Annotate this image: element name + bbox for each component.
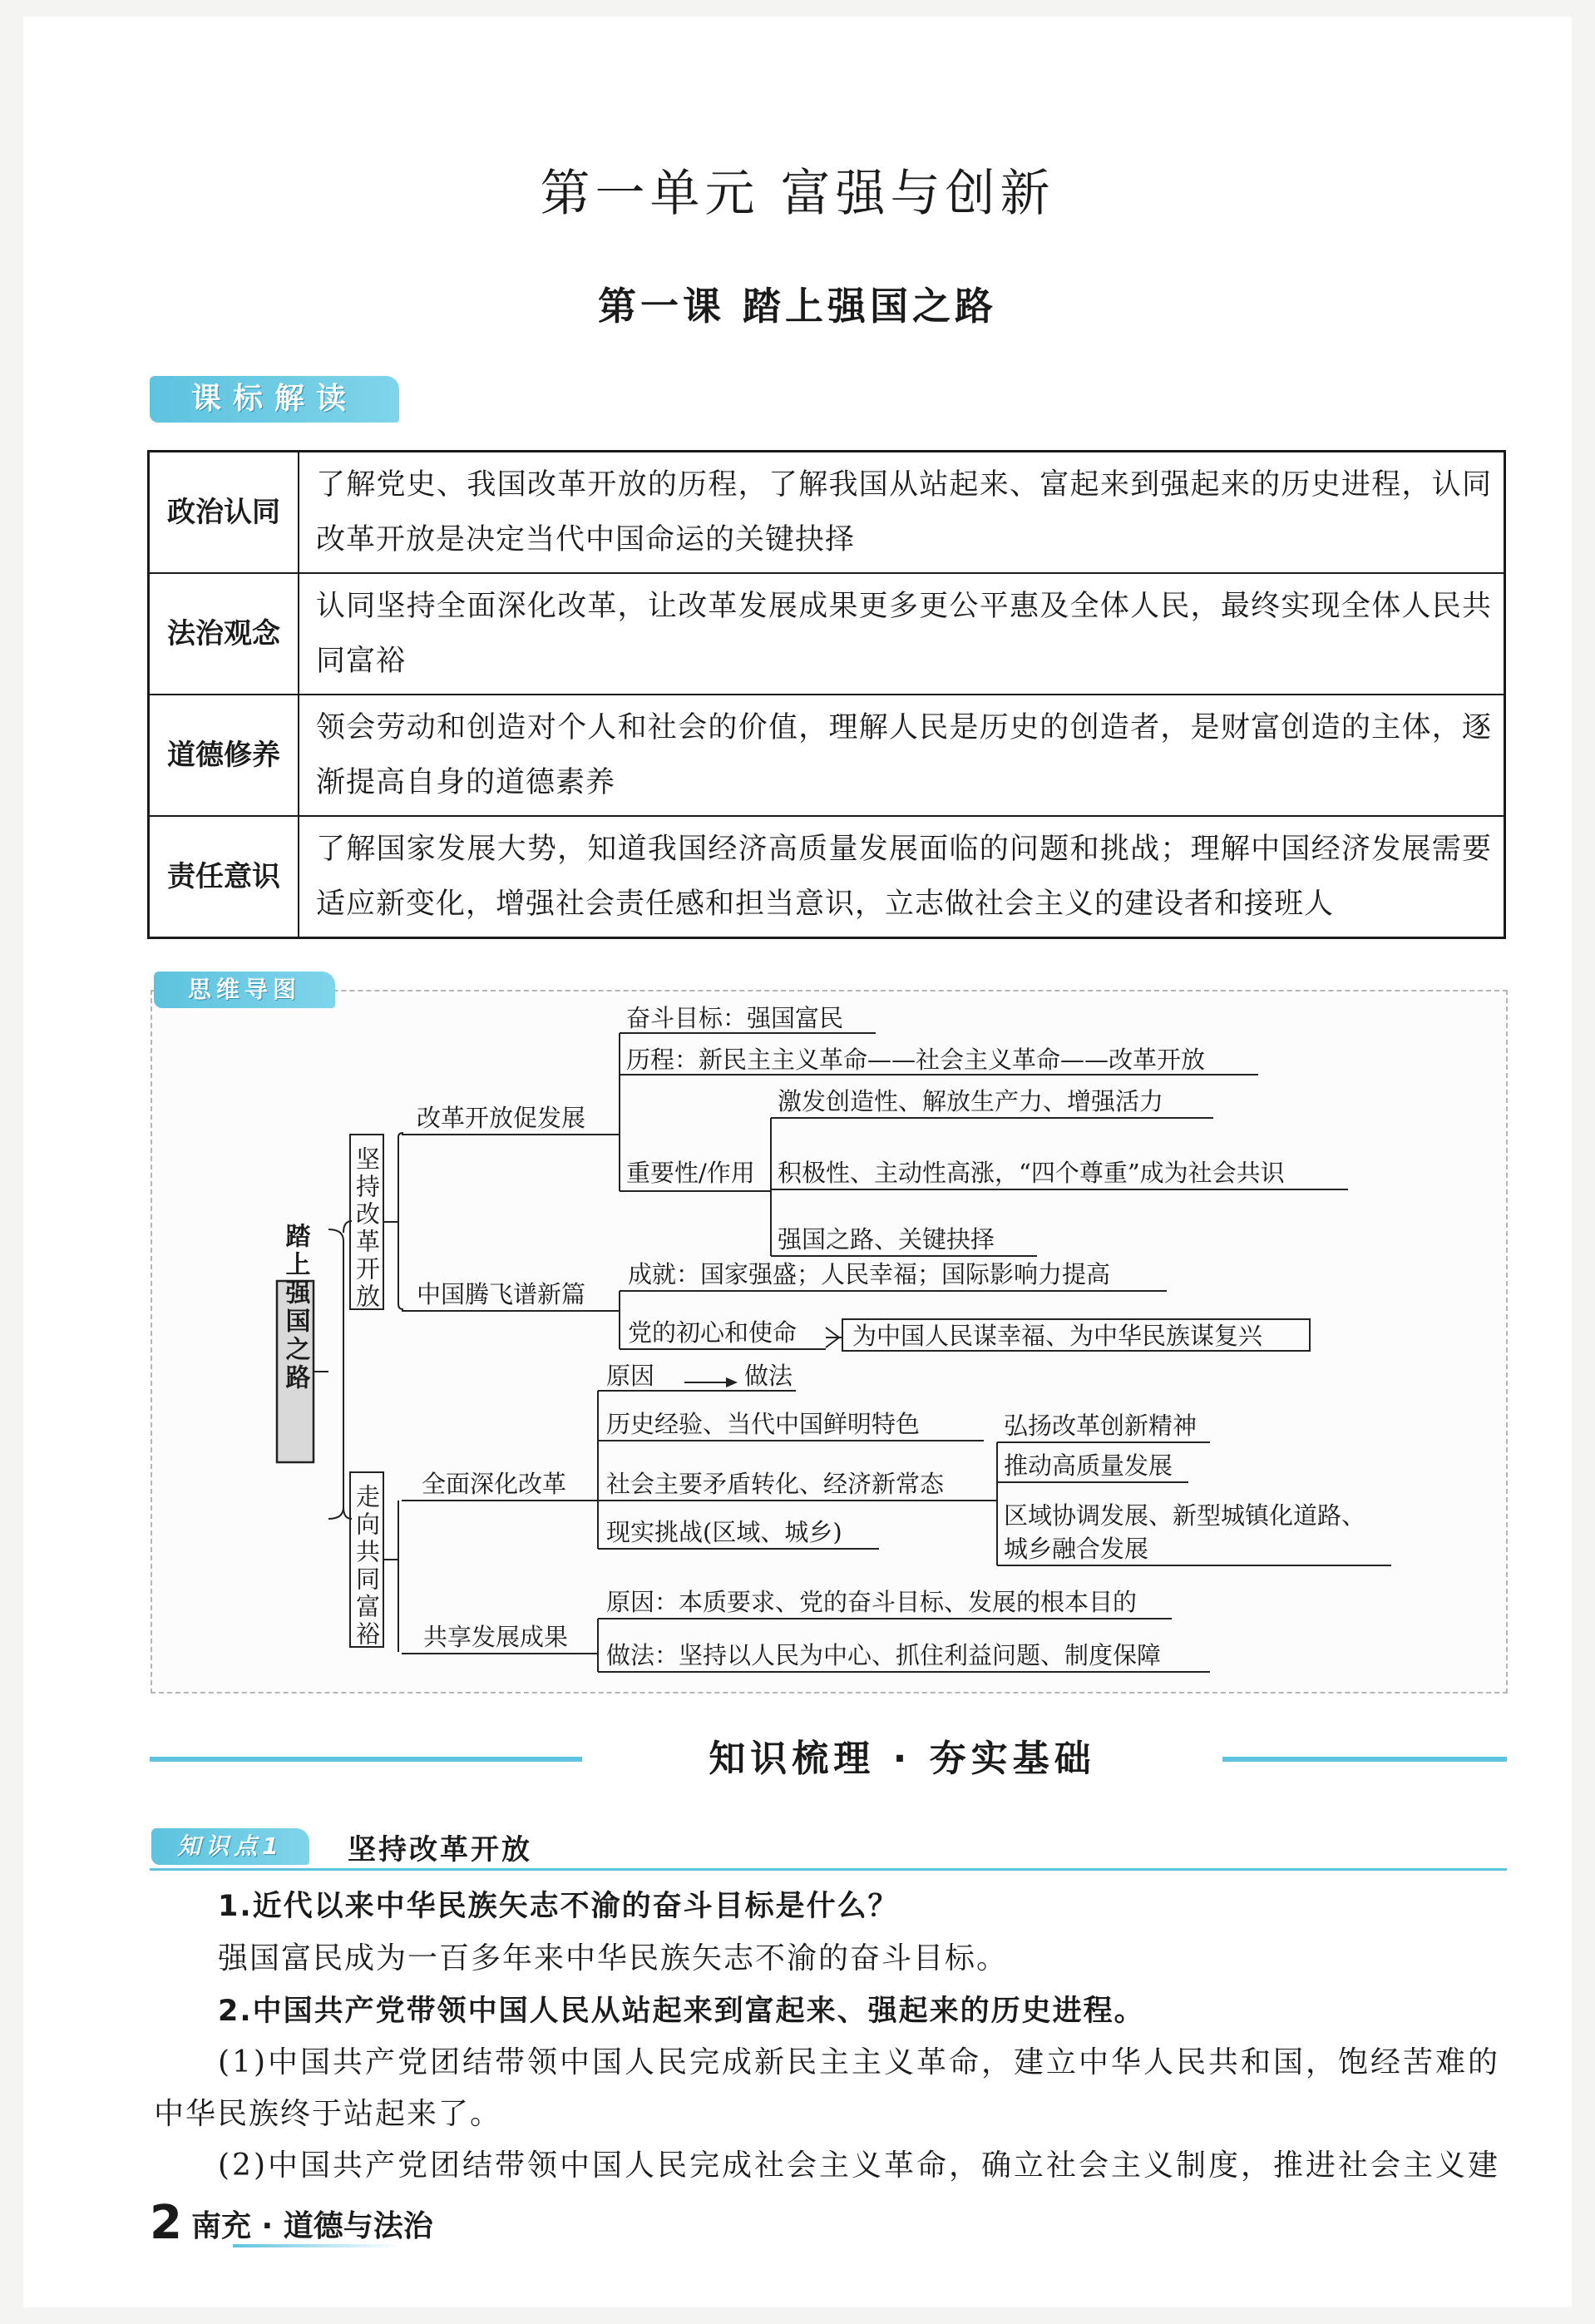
mm-deepen: 全面深化改革 xyxy=(422,1470,567,1498)
mm-mission: 党的初心和使命 xyxy=(628,1318,798,1347)
standard-label: 政治认同 xyxy=(149,452,299,574)
deepen-brace xyxy=(585,1391,598,1549)
branch2-brace xyxy=(383,1501,398,1652)
branch1-link-b xyxy=(398,1304,403,1309)
mm-quality: 推动高质量发展 xyxy=(1004,1451,1173,1480)
mm-share-reason: 原因：本质要求、党的奋斗目标、发展的根本目的 xyxy=(606,1588,1138,1616)
kp-underline xyxy=(150,1868,1507,1871)
mm-imp2: 积极性、主动性高涨，“四个尊重”成为社会共识 xyxy=(778,1159,1285,1187)
table-row xyxy=(149,573,1505,695)
mind-map-canvas xyxy=(152,991,1506,1692)
standard-text: 了解党史、我国改革开放的历程，了解我国从站起来、富起来到强起来的历史进程，认同改革开放是决定当代中国命运的关键抉择 xyxy=(299,452,1505,574)
reason-method-arrowhead xyxy=(726,1377,738,1387)
transform-brace xyxy=(984,1442,997,1565)
mm-regional2: 城乡融合发展 xyxy=(1004,1535,1149,1563)
paragraph-1a: (1)中国共产党团结带领中国人民完成新民主主义革命，建立中华人民共和国，饱经苦难的 xyxy=(218,2045,1500,2079)
mm-goal: 奋斗目标：强国富民 xyxy=(626,1004,844,1032)
share-brace xyxy=(585,1619,598,1672)
standard-label: 法治观念 xyxy=(149,573,299,695)
kp-title: 坚持改革开放 xyxy=(348,1833,532,1867)
mm-spirit: 弘扬改革创新精神 xyxy=(1004,1412,1197,1440)
mm-rise: 中国腾飞谱新篇 xyxy=(417,1280,586,1308)
table-row xyxy=(149,816,1505,938)
mm-branch2: 走向共同富裕 xyxy=(353,1484,381,1649)
answer-1: 强国富民成为一百多年来中华民族矢志不渝的奋斗目标。 xyxy=(218,1941,1009,1975)
mm-imp1: 激发创造性、解放生产力、增强活力 xyxy=(778,1087,1164,1115)
mm-method: 做法 xyxy=(744,1362,793,1390)
standard-label: 道德修养 xyxy=(149,695,299,816)
standard-text: 领会劳动和创造对个人和社会的价值，理解人民是历史的创造者，是财富创造的主体，逐渐提高自身的道德素养 xyxy=(299,695,1505,816)
unit-title: 第一单元 富强与创新 xyxy=(540,165,1055,223)
table-row xyxy=(149,452,1505,574)
lesson-title: 第一课 踏上强国之路 xyxy=(597,284,997,329)
kp-tag: 知识点1 xyxy=(151,1828,309,1865)
standard-text: 认同坚持全面深化改革，让改革发展成果更多更公平惠及全体人民，最终实现全体人民共同富裕 xyxy=(299,573,1505,695)
branch1-brace xyxy=(383,1140,398,1304)
mm-branch1: 坚持改革开放 xyxy=(353,1146,381,1311)
root-brace xyxy=(314,1229,343,1519)
mm-importance: 重要性/作用 xyxy=(626,1159,755,1187)
mm-share-method: 做法：坚持以人民为中心、抓住利益问题、制度保障 xyxy=(606,1641,1162,1669)
paragraph-2a: (2)中国共产党团结带领中国人民完成社会主义革命，确立社会主义制度，推进社会主义建 xyxy=(218,2148,1500,2183)
reform-brace xyxy=(605,1033,620,1191)
footer-title: 南充 · 道德与法治 xyxy=(191,2209,433,2243)
standards-tag: 课标解读 xyxy=(150,376,399,423)
standard-text: 了解国家发展大势，知道我国经济高质量发展面临的问题和挑战；理解中国经济发展需要适应新变化，增强社会责任感和担当意识，立志做社会主义的建设者和接班人 xyxy=(299,816,1505,938)
standards-table xyxy=(147,450,1506,939)
mm-reform: 改革开放促发展 xyxy=(417,1104,586,1132)
mm-imp3: 强国之路、关键抉择 xyxy=(778,1225,995,1253)
mm-mission-text: 为中国人民谋幸福、为中华民族谋复兴 xyxy=(852,1322,1263,1350)
mm-history: 历程：新民主主义革命——社会主义革命——改革开放 xyxy=(626,1046,1206,1074)
question-2: 2.中国共产党带领中国人民从站起来到富起来、强起来的历史进程。 xyxy=(218,1995,1145,2028)
mind-map xyxy=(151,990,1508,1694)
mm-experience: 历史经验、当代中国鲜明特色 xyxy=(606,1410,921,1438)
mm-root: 踏上强国之路 xyxy=(280,1223,310,1392)
mm-share: 共享发展成果 xyxy=(423,1623,569,1651)
mm-transform: 社会主要矛盾转化、经济新常态 xyxy=(606,1470,945,1498)
question-1: 1.近代以来中华民族矢志不渝的奋斗目标是什么？ xyxy=(218,1890,899,1923)
mm-regional1: 区域协调发展、新型城镇化道路、 xyxy=(1004,1501,1366,1530)
mm-challenge: 现实挑战(区域、城乡) xyxy=(606,1518,842,1546)
mm-achievement: 成就：国家强盛；人民幸福；国际影响力提高 xyxy=(628,1260,1111,1288)
standard-label: 责任意识 xyxy=(149,816,299,938)
mindmap-tag: 思维导图 xyxy=(154,972,335,1008)
footer-underline xyxy=(233,2244,399,2247)
page-number: 2 xyxy=(150,2196,182,2250)
rise-brace xyxy=(605,1291,620,1349)
mm-reason: 原因 xyxy=(606,1362,655,1390)
paragraph-1b: 中华民族终于站起来了。 xyxy=(154,2097,502,2131)
table-row xyxy=(149,695,1505,816)
section-title: 知识梳理 · 夯实基础 xyxy=(582,1734,1222,1784)
section-header xyxy=(150,1734,1507,1784)
